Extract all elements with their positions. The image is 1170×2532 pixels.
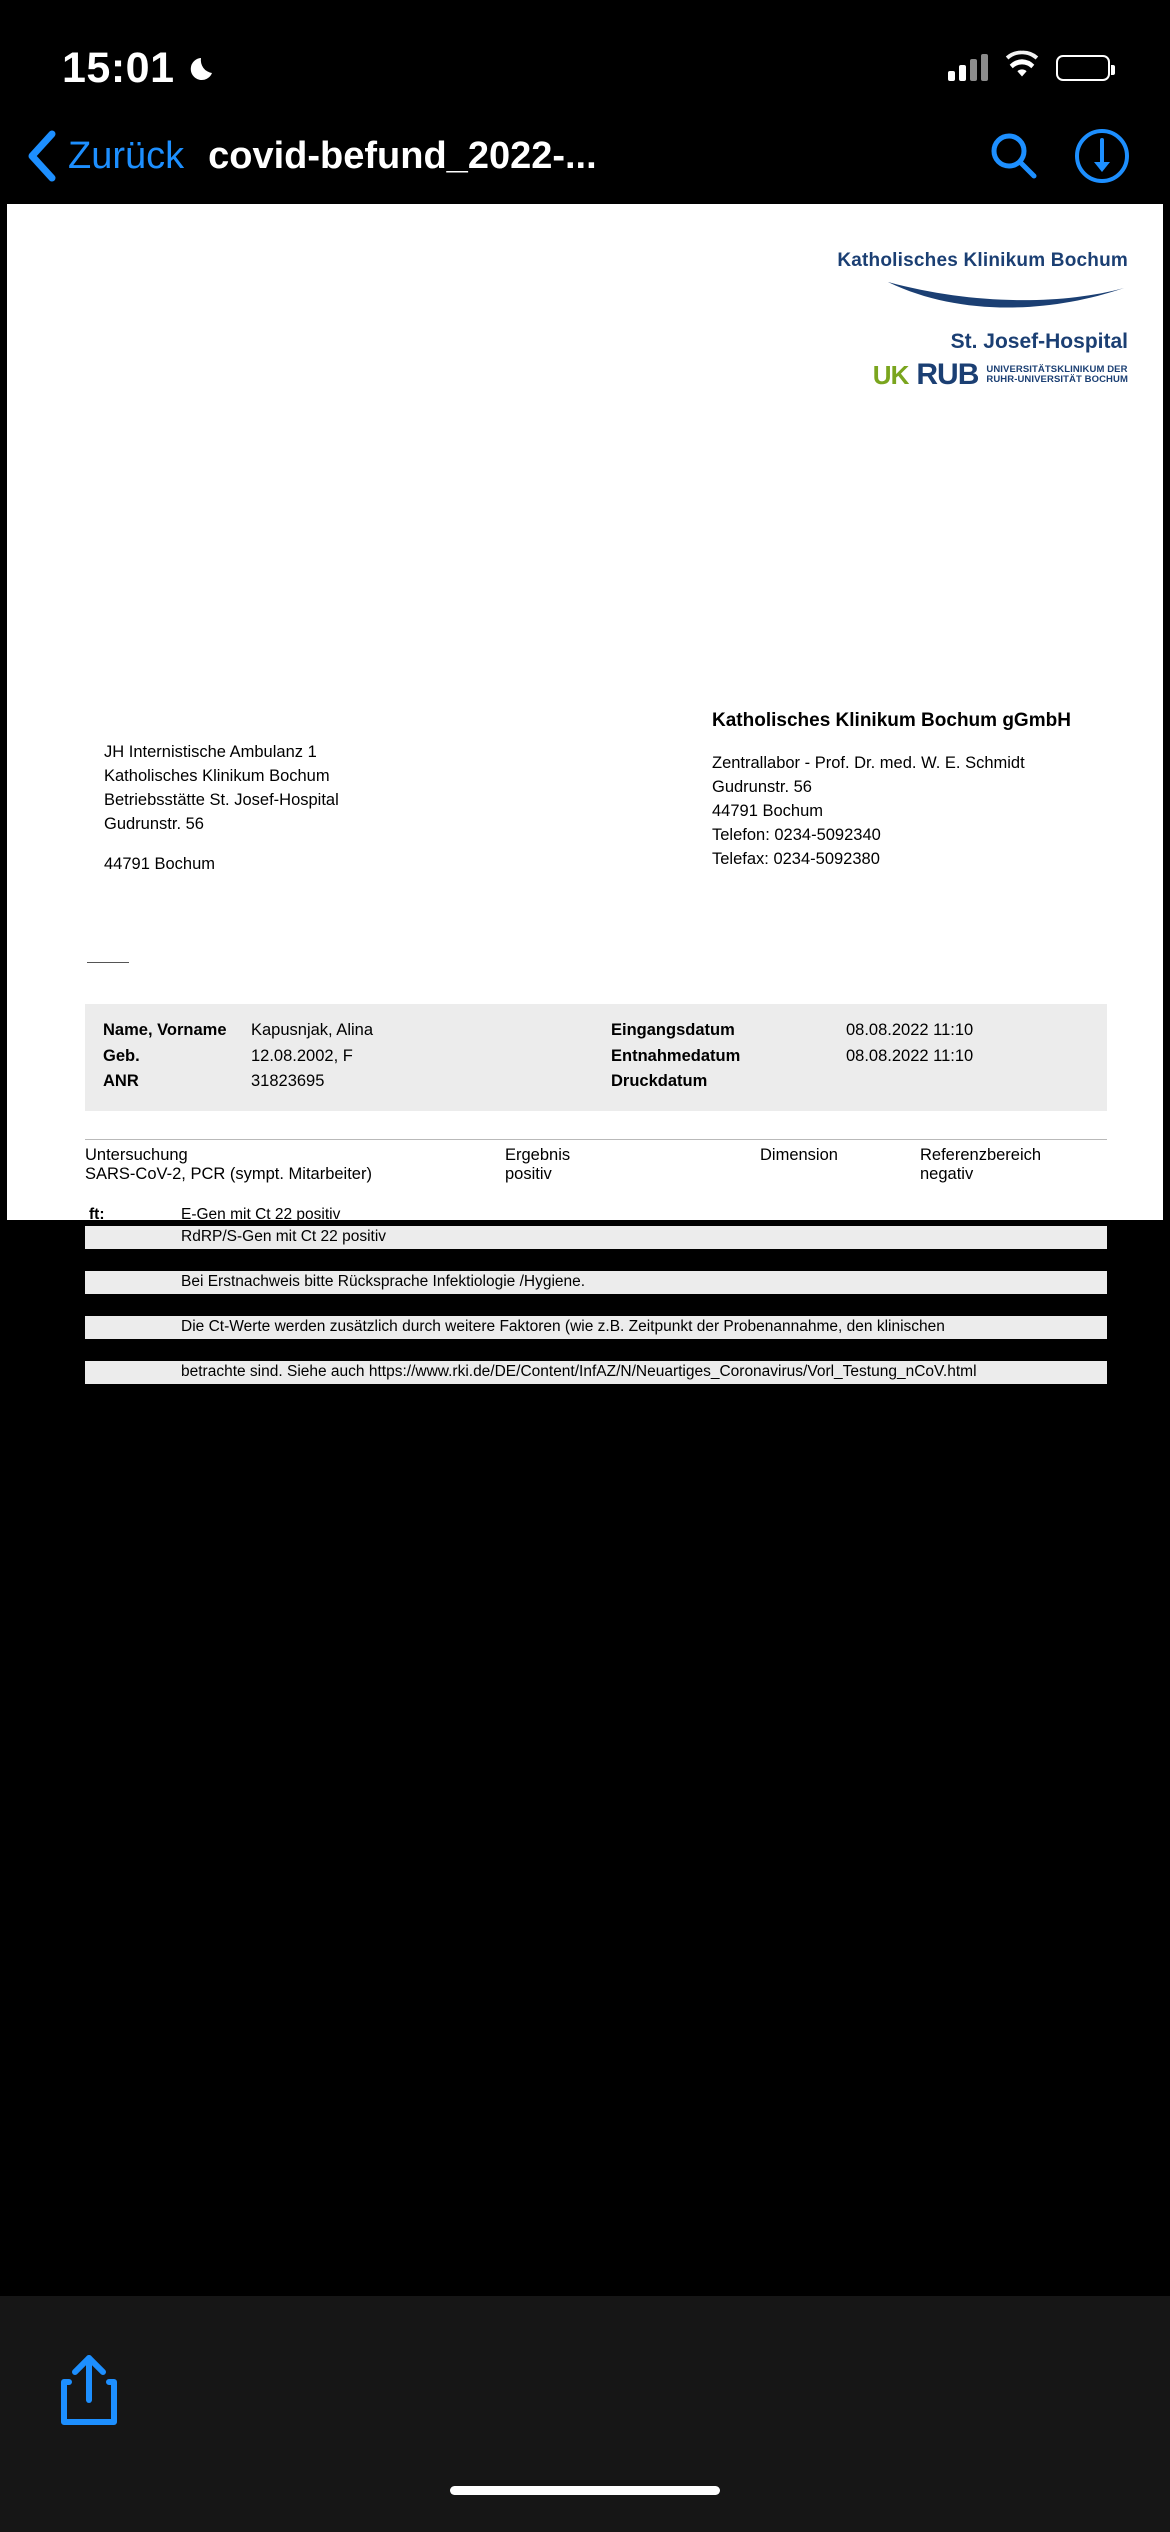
ukrub-uk-text: UK	[872, 359, 909, 390]
patient-info-band	[85, 1004, 1107, 1111]
markup-pen-circle-icon[interactable]	[1074, 128, 1130, 184]
bottom-toolbar	[0, 2296, 1170, 2486]
status-bar-right	[948, 52, 1110, 84]
patient-label: Druckdatum	[611, 1072, 708, 1091]
crescent-moon-icon	[188, 52, 220, 84]
recipient-address-block	[104, 741, 339, 877]
navigation-bar	[0, 108, 1170, 204]
wifi-icon	[1004, 52, 1040, 84]
results-header-dimension: Dimension	[760, 1146, 838, 1164]
recipient-city: 44791 Bochum	[104, 854, 215, 873]
results-header-untersuchung: Untersuchung	[85, 1146, 188, 1164]
result-dimension	[760, 1165, 920, 1184]
comment-text: Allg. Kommentar:	[181, 1295, 300, 1313]
comment-text: N-Gen mit Ct 21 positiv	[181, 1250, 342, 1268]
patient-label: Name, Vorname	[103, 1021, 227, 1039]
status-bar	[0, 0, 1170, 108]
letterhead	[728, 250, 1128, 392]
comment-key: ft:	[89, 1206, 105, 1223]
result-ergebnis: positiv	[505, 1165, 552, 1183]
search-icon[interactable]	[988, 130, 1040, 182]
home-indicator-area	[0, 2486, 1170, 2532]
letterhead-clinic-name: Katholisches Klinikum Bochum	[837, 250, 1128, 271]
comment-key	[89, 1272, 181, 1292]
results-header-referenz: Referenzbereich	[920, 1146, 1042, 1164]
results-table	[85, 1146, 1107, 1184]
list-item	[85, 1339, 1107, 1361]
ukrub-subtitle-line2: RUHR-UNIVERSITÄT BOCHUM	[986, 374, 1128, 385]
ukrub-rub-text: RUB	[916, 358, 979, 391]
comment-text: E-Gen mit Ct 22 positiv	[181, 1206, 341, 1223]
recipient-line: Betriebsstätte St. Josef-Hospital	[104, 790, 339, 809]
comment-key	[89, 1250, 181, 1270]
patient-label: Eingangsdatum	[611, 1021, 735, 1039]
ukrub-subtitle-line1: UNIVERSITÄTSKLINIKUM DER	[986, 364, 1128, 376]
comment-key	[89, 1340, 181, 1360]
comment-key	[89, 1227, 181, 1247]
list-item	[85, 1204, 1107, 1226]
lab-line: Gudrunstr. 56	[712, 777, 812, 796]
list-item	[85, 1361, 1107, 1383]
status-time: 15:01	[62, 43, 175, 92]
patient-value: 08.08.2022 11:10	[846, 1021, 974, 1039]
comment-text: Bei Erstnachweis bitte Rücksprache Infektiologie /Hygiene.	[181, 1273, 586, 1291]
lab-line: Zentrallabor - Prof. Dr. med. W. E. Schmidt	[712, 754, 1025, 772]
share-upload-icon[interactable]	[56, 2350, 122, 2432]
patient-row	[103, 1044, 1089, 1070]
home-indicator[interactable]	[450, 2486, 720, 2495]
recipient-line: Katholisches Klinikum Bochum	[104, 766, 330, 785]
patient-value: Kapusnjak, Alina	[251, 1021, 374, 1039]
lab-address-block	[712, 752, 1025, 872]
comment-key	[89, 1317, 181, 1337]
comment-block	[85, 1204, 1107, 1384]
chevron-left-icon	[24, 129, 58, 183]
document-page	[7, 204, 1163, 1381]
list-item	[85, 1226, 1107, 1248]
patient-label: Entnahmedatum	[611, 1046, 741, 1065]
status-bar-left	[62, 44, 220, 93]
patient-label: ANR	[103, 1072, 139, 1091]
result-referenz: negativ	[920, 1165, 974, 1183]
patient-row	[103, 1018, 1089, 1044]
lab-line: 44791 Bochum	[712, 801, 823, 820]
comment-text: RdRP/S-Gen mit Ct 22 positiv	[181, 1228, 387, 1246]
results-header-row	[85, 1146, 1107, 1165]
result-untersuchung: SARS-CoV-2, PCR (sympt. Mitarbeiter)	[85, 1165, 372, 1183]
table-row	[85, 1165, 1107, 1184]
ukrub-logo	[728, 358, 1128, 392]
page-title: covid-befund_2022-...	[208, 134, 597, 177]
patient-label: Geb.	[103, 1046, 140, 1065]
recipient-line: Gudrunstr. 56	[104, 814, 204, 833]
fold-mark	[87, 962, 129, 963]
recipient-line: JH Internistische Ambulanz 1	[104, 743, 317, 761]
patient-value	[846, 1069, 1046, 1095]
list-item	[85, 1249, 1107, 1271]
comment-key	[89, 1295, 181, 1315]
back-label: Zurück	[68, 134, 185, 177]
list-item	[85, 1271, 1107, 1293]
document-viewer[interactable]	[0, 204, 1170, 1381]
list-item	[85, 1294, 1107, 1316]
recipient-spacer	[104, 837, 339, 853]
comment-text: betrachte sind. Siehe auch https://www.rki.de/DE/Content/InfAZ/N/Neuartiges_Coronavirus/Vorl_Testung_nCoV.html	[181, 1363, 977, 1381]
back-button[interactable]	[24, 129, 184, 183]
patient-value: 31823695	[251, 1072, 325, 1091]
patient-row	[103, 1069, 1089, 1095]
letterhead-hospital-name: St. Josef-Hospital	[950, 330, 1128, 353]
comment-text: Die Ct-Werte werden zusätzlich durch weitere Faktoren (wie z.B. Zeitpunkt der Probenannahme, den klinischen	[181, 1318, 945, 1336]
cellular-signal-icon	[948, 55, 988, 81]
results-header-ergebnis: Ergebnis	[505, 1146, 571, 1164]
patient-value: 12.08.2002, F	[251, 1046, 353, 1065]
company-name: Katholisches Klinikum Bochum gGmbH	[712, 710, 1071, 731]
swoosh-logo-icon	[728, 276, 1128, 316]
lab-line: Telefax: 0234-5092380	[712, 849, 880, 868]
comment-key	[89, 1362, 181, 1382]
results-divider	[85, 1139, 1107, 1140]
patient-value: 08.08.2022 11:10	[846, 1046, 974, 1065]
comment-text: Verlauf und der Qualität der Abstrichentnahme) beeinflusst, der im Kontext klinischer und zeitlicher Parameter zu	[181, 1340, 953, 1358]
battery-icon	[1056, 55, 1110, 81]
ukrub-subtitle	[986, 365, 1128, 385]
lab-line: Telefon: 0234-5092340	[712, 825, 881, 844]
list-item	[85, 1316, 1107, 1338]
